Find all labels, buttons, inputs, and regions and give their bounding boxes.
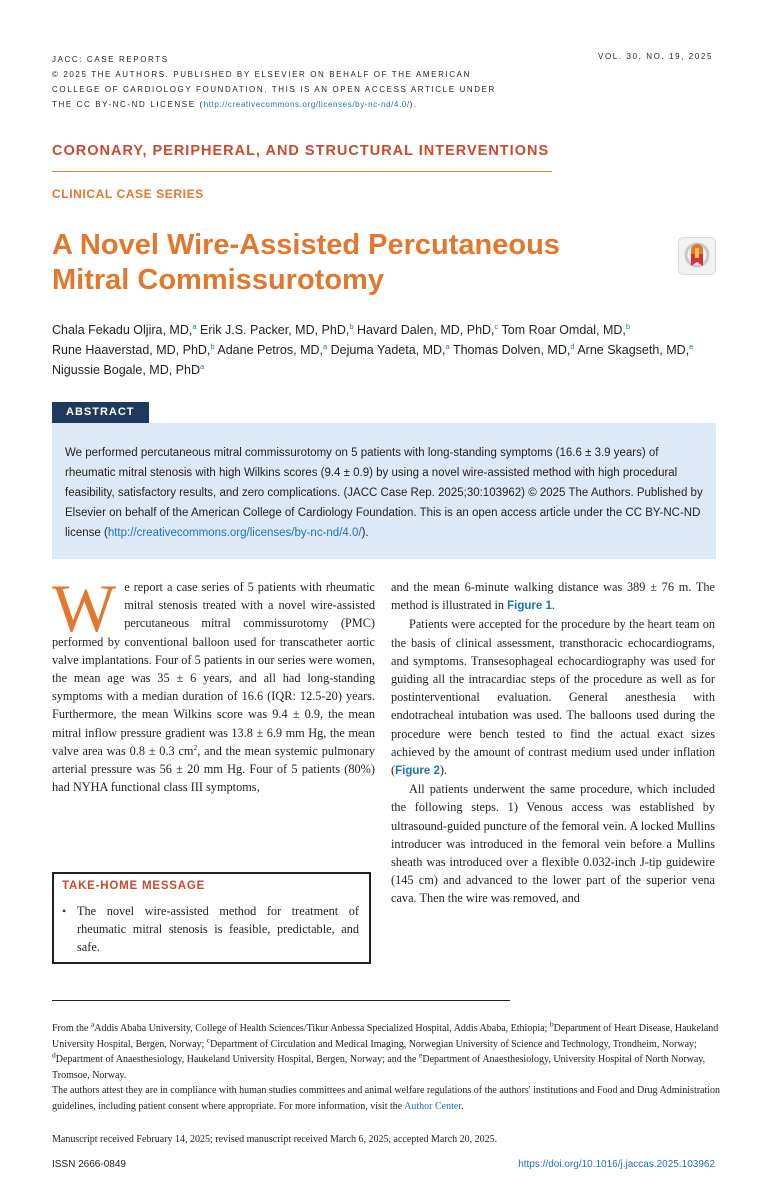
author: Erik J.S. Packer, MD, PhD,$^b$ (199, 321, 354, 337)
copyright-line-1: © 2025 THE AUTHORS. PUBLISHED BY ELSEVIER ON BEHALF OF THE AMERICAN (52, 70, 471, 79)
abstract-label: ABSTRACT (52, 402, 149, 423)
affiliations-footnote: From the $^a$Addis Ababa University, College of Health Sciences/Tikur Anbessa Specialized Hospital, Addis Ababa, Ethiopia; $^b$Department of Heart Disease, Haukeland University Hospital, Bergen, Norway; $^c$Department of Circulation and Medical Imaging, Norwegian University of Science and Technology, Trondheim, Norway; $^d$Department of Anaesthesiology, Haukeland University Hospital, Bergen, Norway; and the $^e$Department of Anaesthesiology, University Hospital of North Norway, Tromsoe, Norway. The authors attest they are in compliance with human studies committees and animal welfare regulations of the authors' institutions and Food and Drug Administration guidelines, including patient consent where appropriate. For more information, visit the Author Center. (52, 1019, 721, 1112)
drop-cap: W (52, 570, 117, 646)
author: Arne Skagseth, MD,$^e$ (577, 341, 694, 357)
section-heading: CORONARY, PERIPHERAL, AND STRUCTURAL INTERVENTIONS (52, 143, 550, 159)
bookmark-icon (679, 238, 715, 274)
footnote-divider (52, 1000, 510, 1001)
author: Rune Haaverstad, MD, PhD,$^b$ (52, 341, 215, 357)
body-column-1 (52, 570, 375, 796)
section-divider (52, 171, 552, 172)
article-title (52, 228, 652, 298)
author: Dejuma Yadeta, MD,$^a$ (330, 341, 450, 357)
affiliation-marker[interactable]: b (625, 321, 631, 331)
body-column-2 (391, 578, 715, 908)
paragraph-1-continued: and the mean 6-minute walking distance was 389 ± 76 m. The method is illustrated in Figure 1. (391, 580, 715, 613)
license-suffix: ). (409, 100, 418, 109)
bullet-icon: • (62, 904, 67, 918)
author: Chala Fekadu Oljira, MD,$^a$ (52, 321, 197, 337)
license-prefix: THE CC BY-NC-ND LICENSE ( (52, 100, 204, 109)
journal-header (52, 52, 712, 112)
subsection-heading: CLINICAL CASE SERIES (52, 187, 204, 201)
affiliation-marker[interactable]: c (494, 321, 499, 331)
title-line-2: Mitral Commissurotomy (52, 264, 384, 296)
copyright-line-2: COLLEGE OF CARDIOLOGY FOUNDATION. THIS IS AN OPEN ACCESS ARTICLE UNDER (52, 85, 496, 94)
take-home-title: TAKE-HOME MESSAGE (62, 880, 206, 892)
affiliation-marker[interactable]: e (689, 341, 694, 351)
paragraph-1: We report a case series of 5 patients with rheumatic mitral stenosis treated with a novel wire-assisted percutaneous mitral commissurotomy (PMC) performed by conventional balloon used for transcatheter aortic valve implantations. Four of 5 patients in our series were women, the mean age was 35 ± 6 years, and all had long-standing symptoms with a median duration of 16.6 (IQR: 12.5-20) years. Furthermore, the mean Wilkins score was 9.4 ± 0.9, the mean mitral inflow pressure gradient was 13.8 ± 6.9 mm Hg, the mean valve area was 0.8 ± 0.3 $cm^2$, and the mean systemic pulmonary arterial pressure was 56 ± 20 mm Hg. Four of 5 patients (80%) had NYHA functional class III symptoms, (52, 570, 375, 795)
affiliation-marker[interactable]: d (570, 341, 575, 351)
check-for-updates-icon[interactable] (678, 237, 716, 275)
affiliation-marker[interactable]: a (445, 341, 450, 351)
author: Havard Dalen, MD, PhD,$^c$ (356, 321, 499, 337)
license-link[interactable]: http://creativecommons.org/licenses/by-nc-nd/4.0/ (203, 100, 410, 109)
author: Tom Roar Omdal, MD,$^b$ (501, 321, 631, 337)
figure-2-link[interactable]: Figure 2 (395, 765, 440, 778)
affiliation-marker[interactable]: b (210, 341, 215, 351)
license-line (52, 97, 712, 112)
abstract-text: We performed percutaneous mitral commissurotomy on 5 patients with long-standing symptoms (16.6 ± 3.9 years) of rheumatic mitral stenosis with high Wilkins scores (9.4 ± 0.9) by using a novel wire-assisted method with high procedural feasibility, satisfactory results, and zero complications. (JACC Case Rep. 2025;30:103962) © 2025 The Authors. Published by Elsevier on behalf of the American College of Cardiology Foundation. This is an open access article under the CC BY-NC-ND license (http://creativecommons.org/licenses/by-nc-nd/4.0/). (65, 447, 703, 539)
issn: ISSN 2666-0849 (52, 1159, 126, 1170)
title-line-1: A Novel Wire-Assisted Percutaneous (52, 229, 560, 261)
author-center-link[interactable]: Author Center (404, 1100, 462, 1112)
manuscript-dates: Manuscript received February 14, 2025; revised manuscript received March 6, 2025, accepted March 20, 2025. (52, 1134, 498, 1145)
affiliation-marker[interactable]: a (322, 341, 328, 351)
affiliation-marker[interactable]: a (199, 361, 205, 371)
paragraph-3: All patients underwent the same procedure, which included the following steps. 1) Venous access was established by ultrasound-guided puncture of the femoral vein. A locked Mullins introducer was introduced in the femoral vein before a Mullins sheath was introduced over a flexible 0.032-inch J-tip guidewire (145 cm) and advanced to the lower part of the superior vena cava. Then the wire was removed, and (391, 782, 715, 906)
doi-link[interactable]: https://doi.org/10.1016/j.jaccas.2025.103962 (518, 1159, 715, 1170)
author-list (52, 320, 722, 380)
author: Adane Petros, MD,$^a$ (217, 341, 328, 357)
author: Thomas Dolven, MD,$^d$ (452, 341, 575, 357)
author: Nigussie Bogale, MD, PhD$^a$ (52, 361, 205, 377)
volume-info: VOL. 30, NO. 19, 2025 (598, 52, 713, 61)
affiliation-marker[interactable]: b (349, 321, 354, 331)
journal-name: JACC: CASE REPORTS (52, 55, 169, 64)
affiliation-marker[interactable]: a (192, 321, 197, 331)
abstract-license-link[interactable]: http://creativecommons.org/licenses/by-nc-nd/4.0/ (107, 527, 362, 539)
take-home-text: The novel wire-assisted method for treatment of rheumatic mitral stenosis is feasible, predictable, and safe. (77, 904, 359, 955)
paragraph-2: Patients were accepted for the procedure by the heart team on the basis of clinical assessment, transthoracic echocardiograms, and symptoms. Transesophageal echocardiography was used for guiding all the intracardiac steps of the procedure as well as for postinterventional evaluation. General anesthesia with endotracheal intubation was used. The balloons used during the procedure were bench tested to find the actual exact sizes achieved by the amount of contrast medium used under inflation (Figure 2). (391, 617, 715, 778)
figure-1-link[interactable]: Figure 1 (507, 600, 552, 613)
